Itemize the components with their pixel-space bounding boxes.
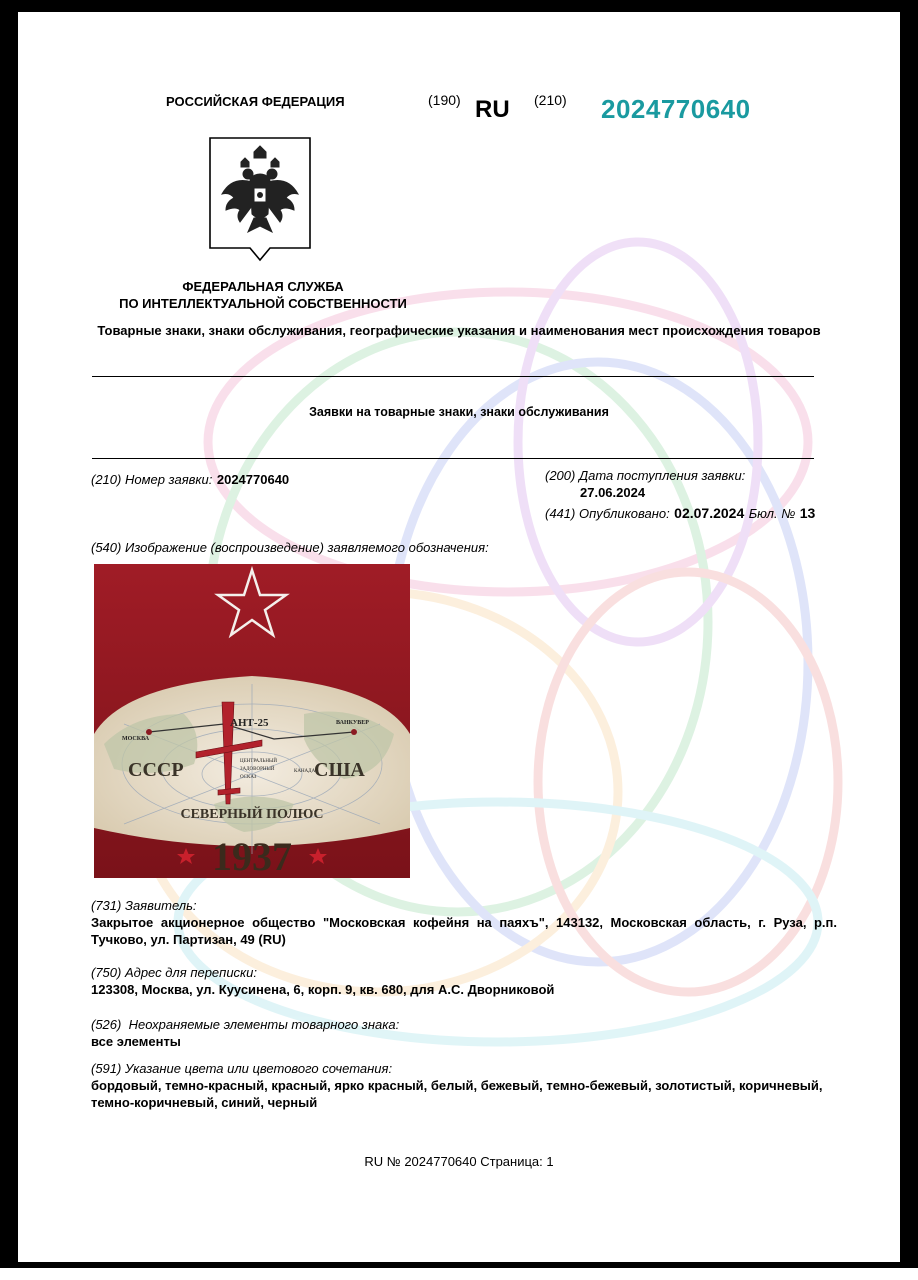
- mark-route-1: ЦЕНТРАЛЬНЫЙ: [240, 759, 277, 764]
- country-name: РОССИЙСКАЯ ФЕДЕРАЦИЯ: [166, 94, 345, 109]
- next-page-edge: [0, 1268, 918, 1280]
- inid-code-190: (190): [428, 92, 461, 108]
- image-section-label: (540) Изображение (воспроизведение) заявляемого обозначения:: [91, 540, 489, 555]
- vancouver-point: [351, 729, 357, 735]
- agency-line-2: ПО ИНТЕЛЛЕКТУАЛЬНОЙ СОБСТВЕННОСТИ: [119, 296, 407, 311]
- colors-value: бордовый, темно-красный, красный, ярко красный, белый, бежевый, темно-бежевый, золотистый, коричневый, темно-коричневый, синий, черный: [91, 1078, 823, 1110]
- mark-city-right: ВАНКУВЕР: [336, 720, 369, 726]
- section-title: Заявки на товарные знаки, знаки обслуживания: [309, 405, 609, 419]
- filing-date-value: 27.06.2024: [580, 485, 646, 500]
- unprotected-value: все элементы: [91, 1034, 181, 1049]
- filing-date-label: (200) Дата поступления заявки:: [545, 468, 746, 483]
- mark-aircraft: АНТ-25: [230, 717, 269, 729]
- mark-route-3: ОСКАЗ: [240, 775, 257, 780]
- applicant-value: Закрытое акционерное общество "Московская кофейня на паяхъ", 143132, Московская область, г. Руза, р.п. Тучково, ул. Партизан, 49 (RU): [91, 915, 837, 947]
- mark-region: КАНАДА: [294, 769, 316, 774]
- agency-name: [98, 278, 428, 312]
- mark-year: 1937: [212, 834, 292, 878]
- colors-label: (591) Указание цвета или цветового сочетания:: [91, 1061, 393, 1076]
- divider-top: [92, 376, 814, 377]
- mark-right-country: США: [314, 759, 365, 781]
- correspondence-label: (750) Адрес для переписки:: [91, 965, 258, 980]
- application-number-value: 2024770640: [216, 472, 290, 487]
- divider-bottom: [92, 458, 814, 459]
- colors-block: [91, 1060, 837, 1111]
- application-number: [91, 471, 289, 489]
- published-date: 02.07.2024: [674, 505, 745, 521]
- country-code: RU: [475, 96, 510, 123]
- unprotected-block: [91, 1016, 837, 1050]
- correspondence-block: [91, 964, 837, 998]
- published-label: (441) Опубликовано:: [545, 506, 670, 521]
- mark-route-2: ЗАДОВОРНЫЙ: [240, 767, 275, 772]
- document-page: [18, 12, 900, 1262]
- unprotected-label: (526) Неохраняемые элементы товарного знака:: [91, 1017, 400, 1032]
- mark-north-pole: СЕВЕРНЫЙ ПОЛЮС: [180, 807, 324, 822]
- applicant-label: (731) Заявитель:: [91, 898, 197, 913]
- bulletin-label: Бюл. №: [748, 506, 796, 521]
- application-number-label: (210) Номер заявки:: [91, 472, 213, 487]
- inid-code-210: (210): [534, 92, 567, 108]
- agency-line-1: ФЕДЕРАЛЬНАЯ СЛУЖБА: [182, 279, 344, 294]
- bulletin-number: 13: [799, 505, 816, 521]
- correspondence-value: 123308, Москва, ул. Куусинена, 6, корп. 9, кв. 680, для А.С. Дворниковой: [91, 982, 555, 997]
- publication-category: Товарные знаки, знаки обслуживания, географические указания и наименования мест происхождения товаров: [97, 323, 821, 338]
- publication-info: [545, 505, 815, 523]
- moscow-point: [146, 729, 152, 735]
- page-footer: RU № 2024770640 Страница: 1: [364, 1154, 554, 1169]
- applicant-block: [91, 897, 837, 948]
- document-number: 2024770640: [601, 94, 751, 124]
- mark-city-left: МОСКВА: [122, 736, 150, 742]
- trademark-image: [94, 564, 410, 878]
- mark-left-country: СССР: [128, 759, 184, 781]
- coat-of-arms-emblem: [208, 136, 312, 262]
